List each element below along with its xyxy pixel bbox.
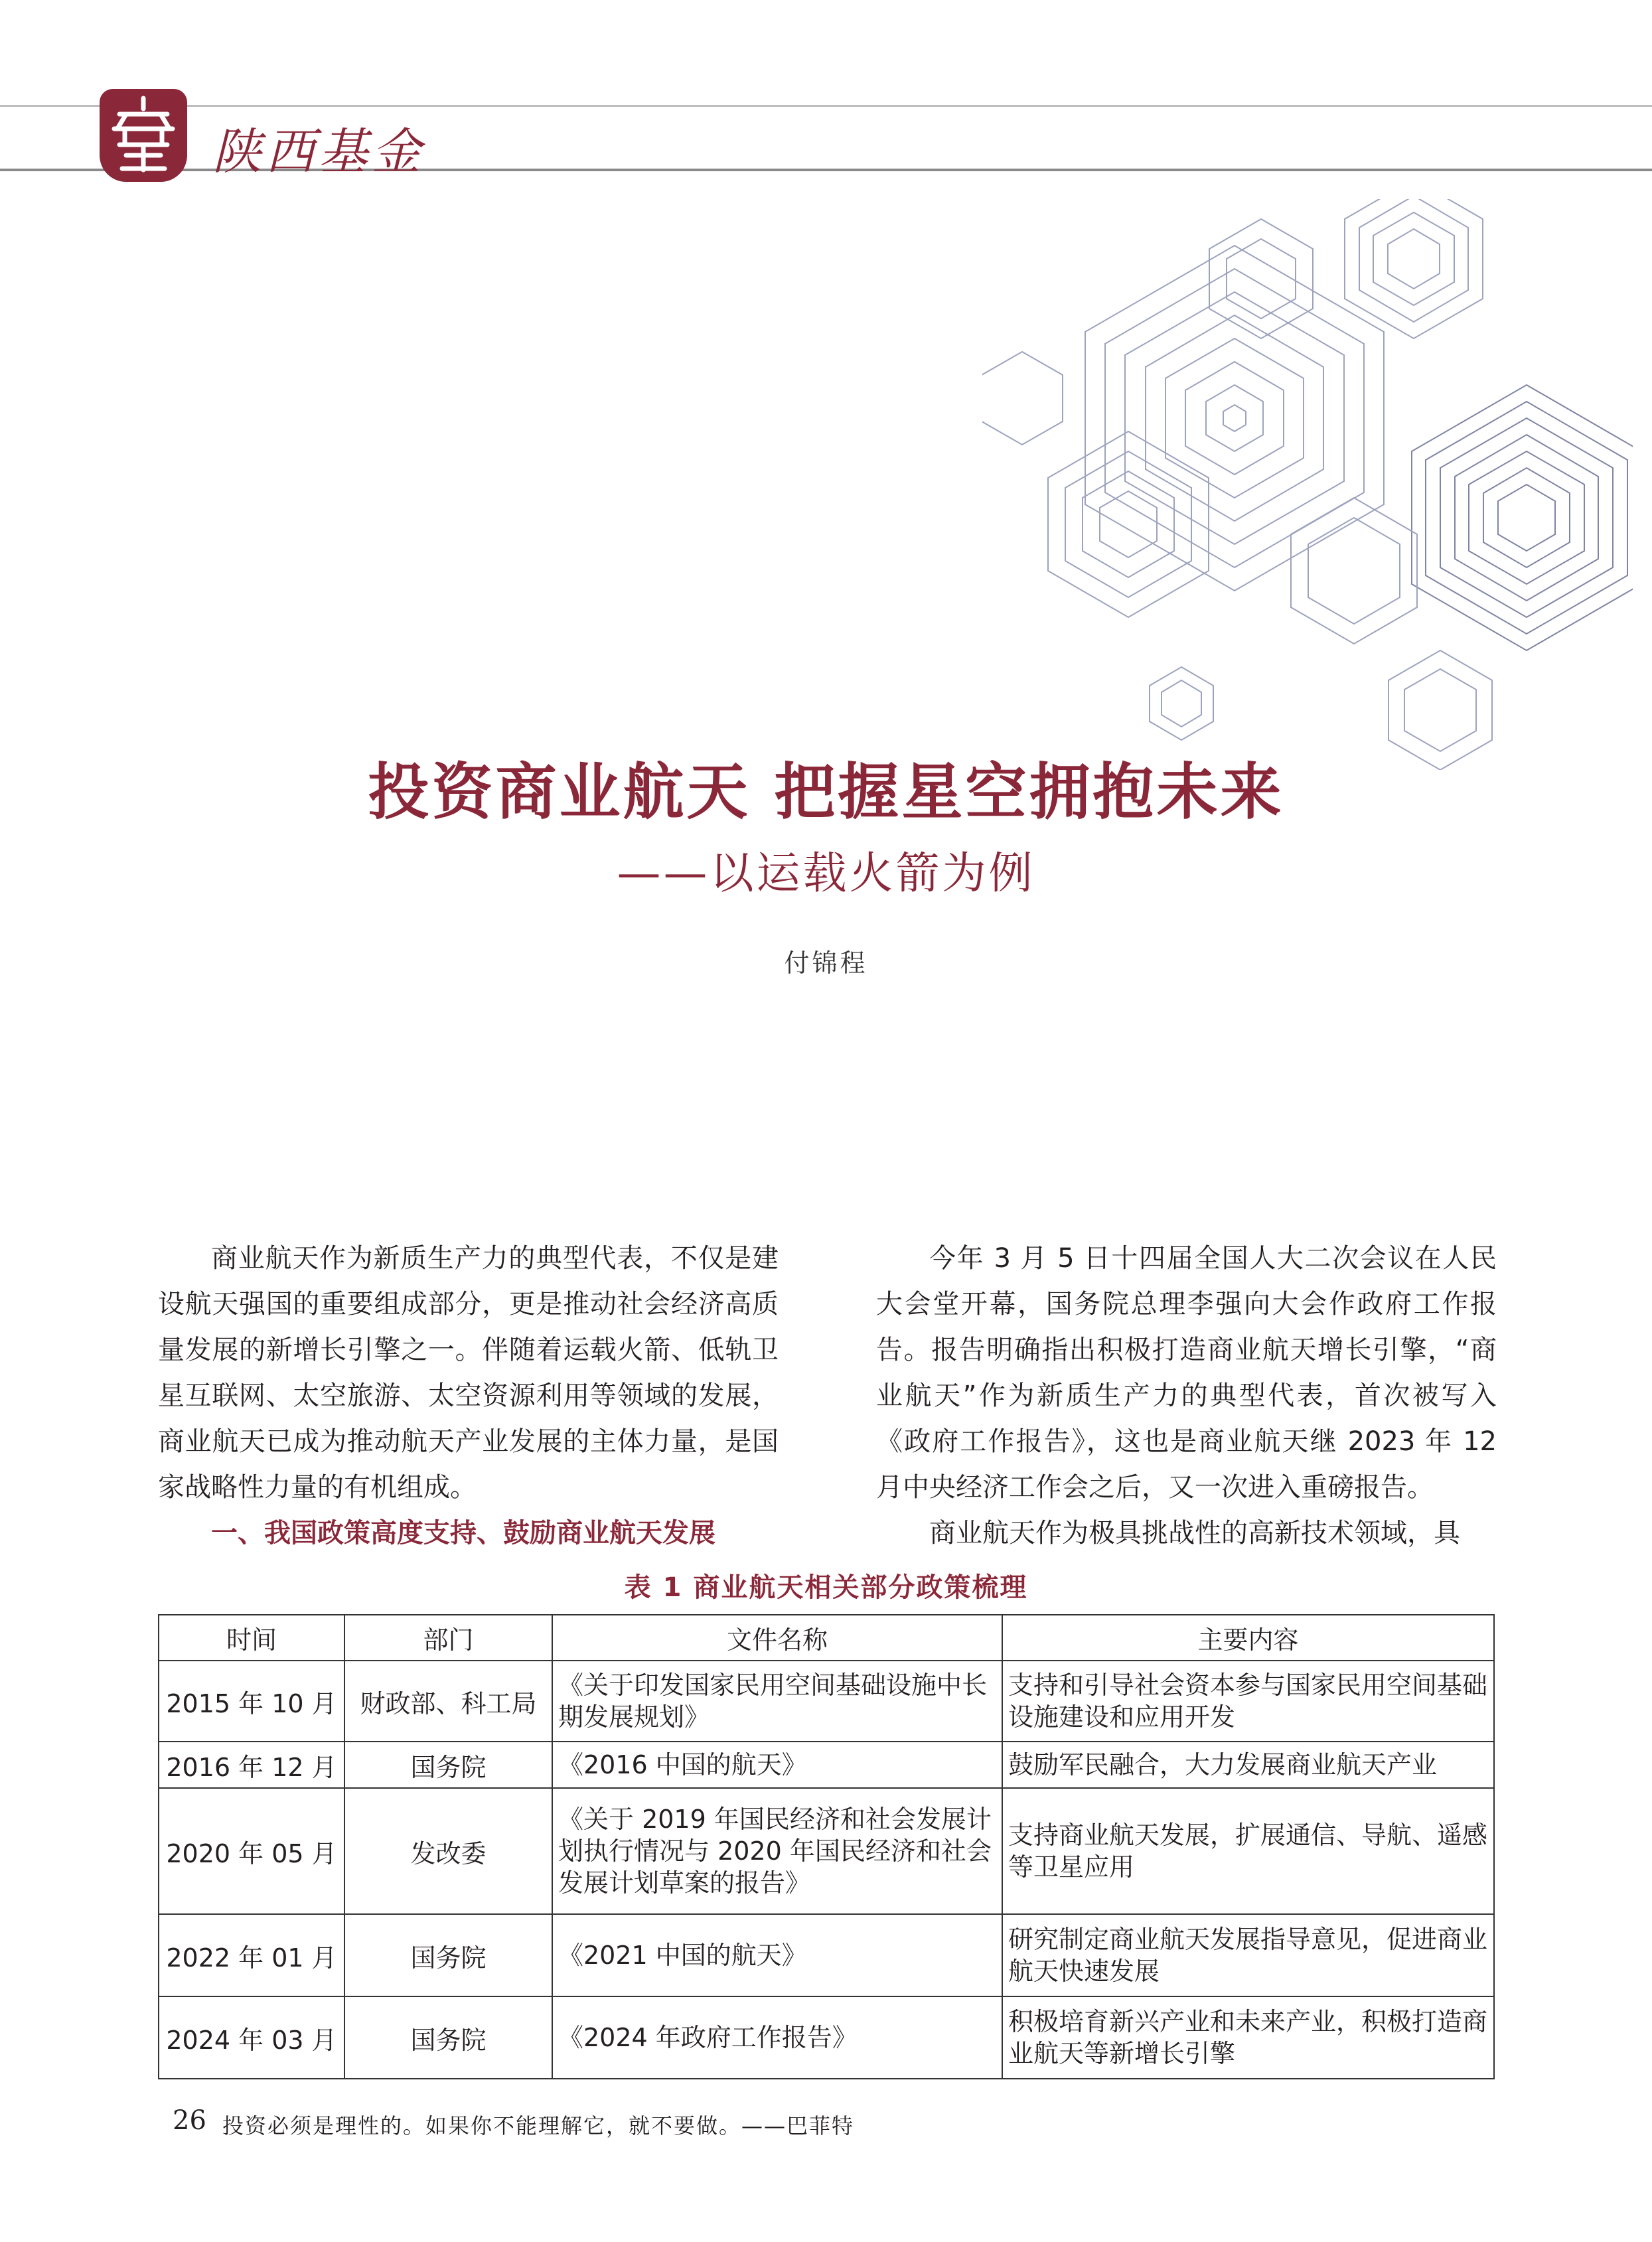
cell-date: 2016 年 12 月	[159, 1742, 344, 1788]
masthead-title: 陕西基金	[212, 123, 425, 181]
cell-doc: 《2016 中国的航天》	[552, 1742, 1002, 1788]
table-row	[159, 1914, 1494, 1996]
column-header: 文件名称	[552, 1615, 1002, 1661]
page-number: 26	[173, 2105, 206, 2136]
cell-dept: 财政部、科工局	[344, 1661, 552, 1742]
table-row	[159, 1661, 1494, 1742]
cell-content: 支持商业航天发展，扩展通信、导航、遥感等卫星应用	[1002, 1788, 1494, 1914]
table-row	[159, 1742, 1494, 1788]
table-row	[159, 1788, 1494, 1914]
cell-dept: 国务院	[344, 1742, 552, 1788]
cell-content: 支持和引导社会资本参与国家民用空间基础设施建设和应用开发	[1002, 1661, 1494, 1742]
header-rule-top	[0, 105, 1652, 107]
hexagon-pattern-decoration	[982, 199, 1633, 770]
cell-doc: 《关于印发国家民用空间基础设施中长期发展规划》	[552, 1661, 1002, 1742]
cell-content: 研究制定商业航天发展指导意见，促进商业航天快速发展	[1002, 1914, 1494, 1996]
column-header: 时间	[159, 1615, 344, 1661]
column-header: 部门	[344, 1615, 552, 1661]
table-header-row	[159, 1615, 1494, 1661]
cell-date: 2020 年 05 月	[159, 1788, 344, 1914]
cell-dept: 国务院	[344, 1996, 552, 2079]
footer-quote: 投资必须是理性的。如果你不能理解它，就不要做。——巴菲特	[222, 2113, 855, 2138]
policy-table	[158, 1614, 1495, 2079]
cell-date: 2015 年 10 月	[159, 1661, 344, 1742]
table-caption: 表 1 商业航天相关部分政策梳理	[624, 1572, 1028, 1603]
paragraph: 商业航天作为新质生产力的典型代表，不仅是建设航天强国的重要组成部分，更是推动社会经济高质量发展的新增长引擎之一。伴随着运载火箭、低轨卫星互联网、太空旅游、太空资源利用等领域的发展，商业航天已成为推动航天产业发展的主体力量，是国家战略性力量的有机组成。	[158, 1243, 779, 1503]
cell-content: 积极培育新兴产业和未来产业，积极打造商业航天等新增长引擎	[1002, 1996, 1494, 2079]
cell-dept: 国务院	[344, 1914, 552, 1996]
column-header: 主要内容	[1002, 1615, 1494, 1661]
paragraph: 商业航天作为极具挑战性的高新技术领域，具	[929, 1518, 1460, 1548]
cell-doc: 《2024 年政府工作报告》	[552, 1996, 1002, 2079]
table-row	[159, 1996, 1494, 2079]
paragraph: 今年 3 月 5 日十四届全国人大二次会议在人民大会堂开幕，国务院总理李强向大会作政府工作报告。报告明确指出积极打造商业航天增长引擎，“商业航天”作为新质生产力的典型代表，首次被写入《政府工作报告》，这也是商业航天继 2023 年 12 月中央经济工作会之后，又一次进入重磅报告。	[876, 1243, 1497, 1503]
cell-doc: 《2021 中国的航天》	[552, 1914, 1002, 1996]
article-author: 付锦程	[784, 948, 868, 978]
cell-content: 鼓励军民融合，大力发展商业航天产业	[1002, 1742, 1494, 1788]
cell-date: 2024 年 03 月	[159, 1996, 344, 2079]
cell-doc: 《关于 2019 年国民经济和社会发展计划执行情况与 2020 年国民经济和社会发展计划草案的报告》	[552, 1788, 1002, 1914]
cell-dept: 发改委	[344, 1788, 552, 1914]
body-column-left	[158, 1236, 779, 1556]
article-title: 投资商业航天 把握星空拥抱未来	[368, 756, 1284, 828]
pagoda-seal-icon	[100, 89, 187, 182]
cell-date: 2022 年 01 月	[159, 1914, 344, 1996]
article-subtitle: ——以运载火箭为例	[617, 848, 1035, 899]
section-heading: 一、我国政策高度支持、鼓励商业航天发展	[211, 1518, 715, 1548]
body-column-right	[876, 1236, 1497, 1556]
